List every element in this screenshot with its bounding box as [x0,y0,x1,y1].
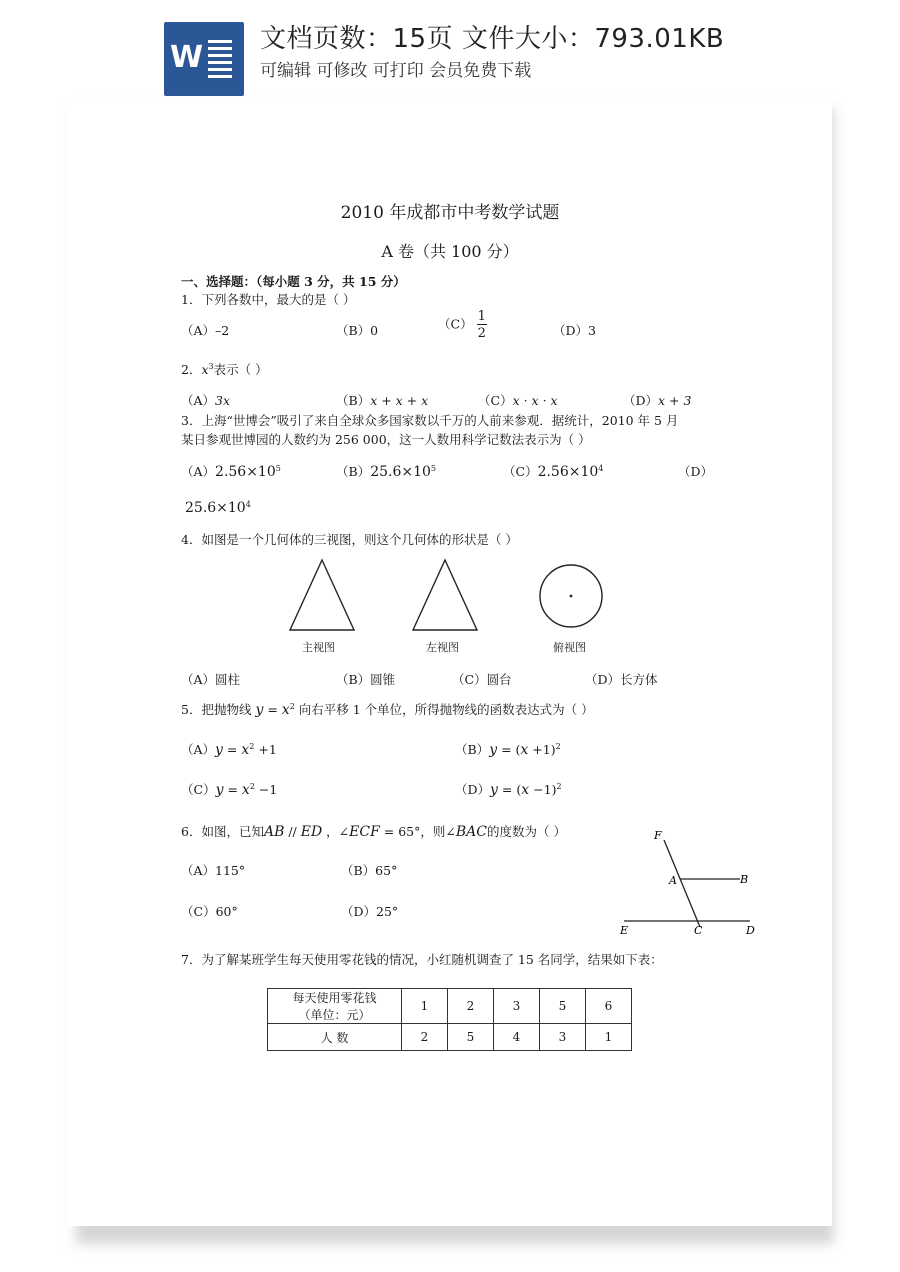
table-row [268,989,632,1024]
document-page [68,98,832,1226]
q5-option-a: $(A)y = x^2 +1$ [181,741,277,758]
q2-option-a: （A）3x [181,393,231,408]
caption-top-view: 俯视图 [553,641,586,654]
q6-option-c: （C）60° [181,904,238,919]
q4-option-d: （D）长方体 [585,672,658,687]
caption-left-view: 左视图 [426,641,459,654]
label-d: D [746,924,755,937]
q4-option-a: （A）圆柱 [181,672,241,687]
q5-option-c: $(C)y = x^2 -1$ [181,781,278,798]
table-cell: 3 [540,1024,586,1051]
q1-option-d: （D）3 [553,323,596,338]
q2-option-b: （B）x + x + x [336,393,429,408]
q1-option-c: （C） $\frac{1}{2}$ [438,309,486,341]
q5-option-b: $(B)y = (x +1)^2$ [455,741,561,758]
question-4: 4．如图是一个几何体的三视图，则这个几何体的形状是（ ） [181,532,518,547]
label-a: A [669,874,677,887]
q2-option-c: （C）x · x · x [478,393,558,408]
table-cell: 6 [586,989,632,1024]
q3-option-d-label: （D） [678,464,714,479]
download-banner [0,0,900,100]
label-e: E [620,924,629,937]
front-view-triangle [290,560,354,630]
q3-option-d-value: $25.6\times 10^4$ [185,500,251,517]
exam-subtitle: A 卷（共 100 分） [381,242,519,261]
q6-option-a: （A）115° [181,863,246,878]
left-view-triangle [413,560,477,630]
table-cell: 1 [586,1024,632,1051]
question-5: 5．把抛物线 $y = x^2$ 向右平移 1 个单位，所得抛物线的函数表达式为（ ） [181,701,594,718]
q6-option-d: （D）25° [341,904,399,919]
q2-option-d: （D）x + 3 [623,393,692,408]
table-cell: 3 [494,989,540,1024]
table-cell: 5 [540,989,586,1024]
table-header-cell: 每天使用零花钱 （单位：元） [268,989,402,1024]
q4-option-c: （C）圆台 [452,672,512,687]
top-view-center-dot [570,595,573,598]
caption-front-view: 主视图 [302,641,335,654]
table-cell: 5 [448,1024,494,1051]
q3-option-c: $(C)2.56\times 10^4$ [503,463,604,480]
table-cell: 2 [448,989,494,1024]
question-7: 7．为了解某班学生每天使用零花钱的情况，小红随机调查了 15 名同学，结果如下表： [181,952,663,967]
q1-option-a: （A）–2 [181,323,230,338]
label-b: B [740,873,749,886]
q4-option-b: （B）圆锥 [336,672,396,687]
q6-option-b: （B）65° [341,863,398,878]
section-heading: 一、选择题：（每小题 3 分，共 15 分） [181,274,406,289]
table-cell: 4 [494,1024,540,1051]
q3-option-a: $(A)2.56\times 10^5$ [181,463,281,480]
q3-option-b: $(B)25.6\times 10^5$ [336,463,436,480]
word-document-icon: W [164,22,244,96]
table-cell: 1 [402,989,448,1024]
question-3-line-1: 3．上海“世博会”吸引了来自全球众多国家数以千万的人前来参观．据统计，2010 年 5 月 [181,413,679,428]
parallel-lines-figure [616,828,766,940]
table-row [268,1024,632,1051]
question-2: 2．$x^3$表示（ ） [181,361,268,377]
exam-title: 2010 年成都市中考数学试题 [340,203,560,223]
question-1: 1．下列各数中，最大的是（ ） [181,292,356,307]
fraction: $\frac{1}{2}$ [477,309,486,341]
question-6: 6．如图，已知AB // ED ，∠ECF = 65°，则∠BAC的度数为（ ） [181,824,566,840]
label-f: F [654,829,662,842]
banner-subtitle: 可编辑 可修改 可打印 会员免费下载 [260,61,532,81]
q1-option-b: （B）0 [336,323,379,338]
table-cell: 2 [402,1024,448,1051]
banner-title: 文档页数：15页 文件大小：793.01KB [260,24,725,54]
table-header-cell: 人 数 [268,1024,402,1051]
label-c: C [694,924,703,937]
question-3-line-2: 某日参观世博园的人数约为 256 000，这一人数用科学记数法表示为（ ） [181,432,591,447]
allowance-survey-table [267,988,632,1051]
q5-option-d: $(D)y = (x -1)^2$ [455,781,562,798]
